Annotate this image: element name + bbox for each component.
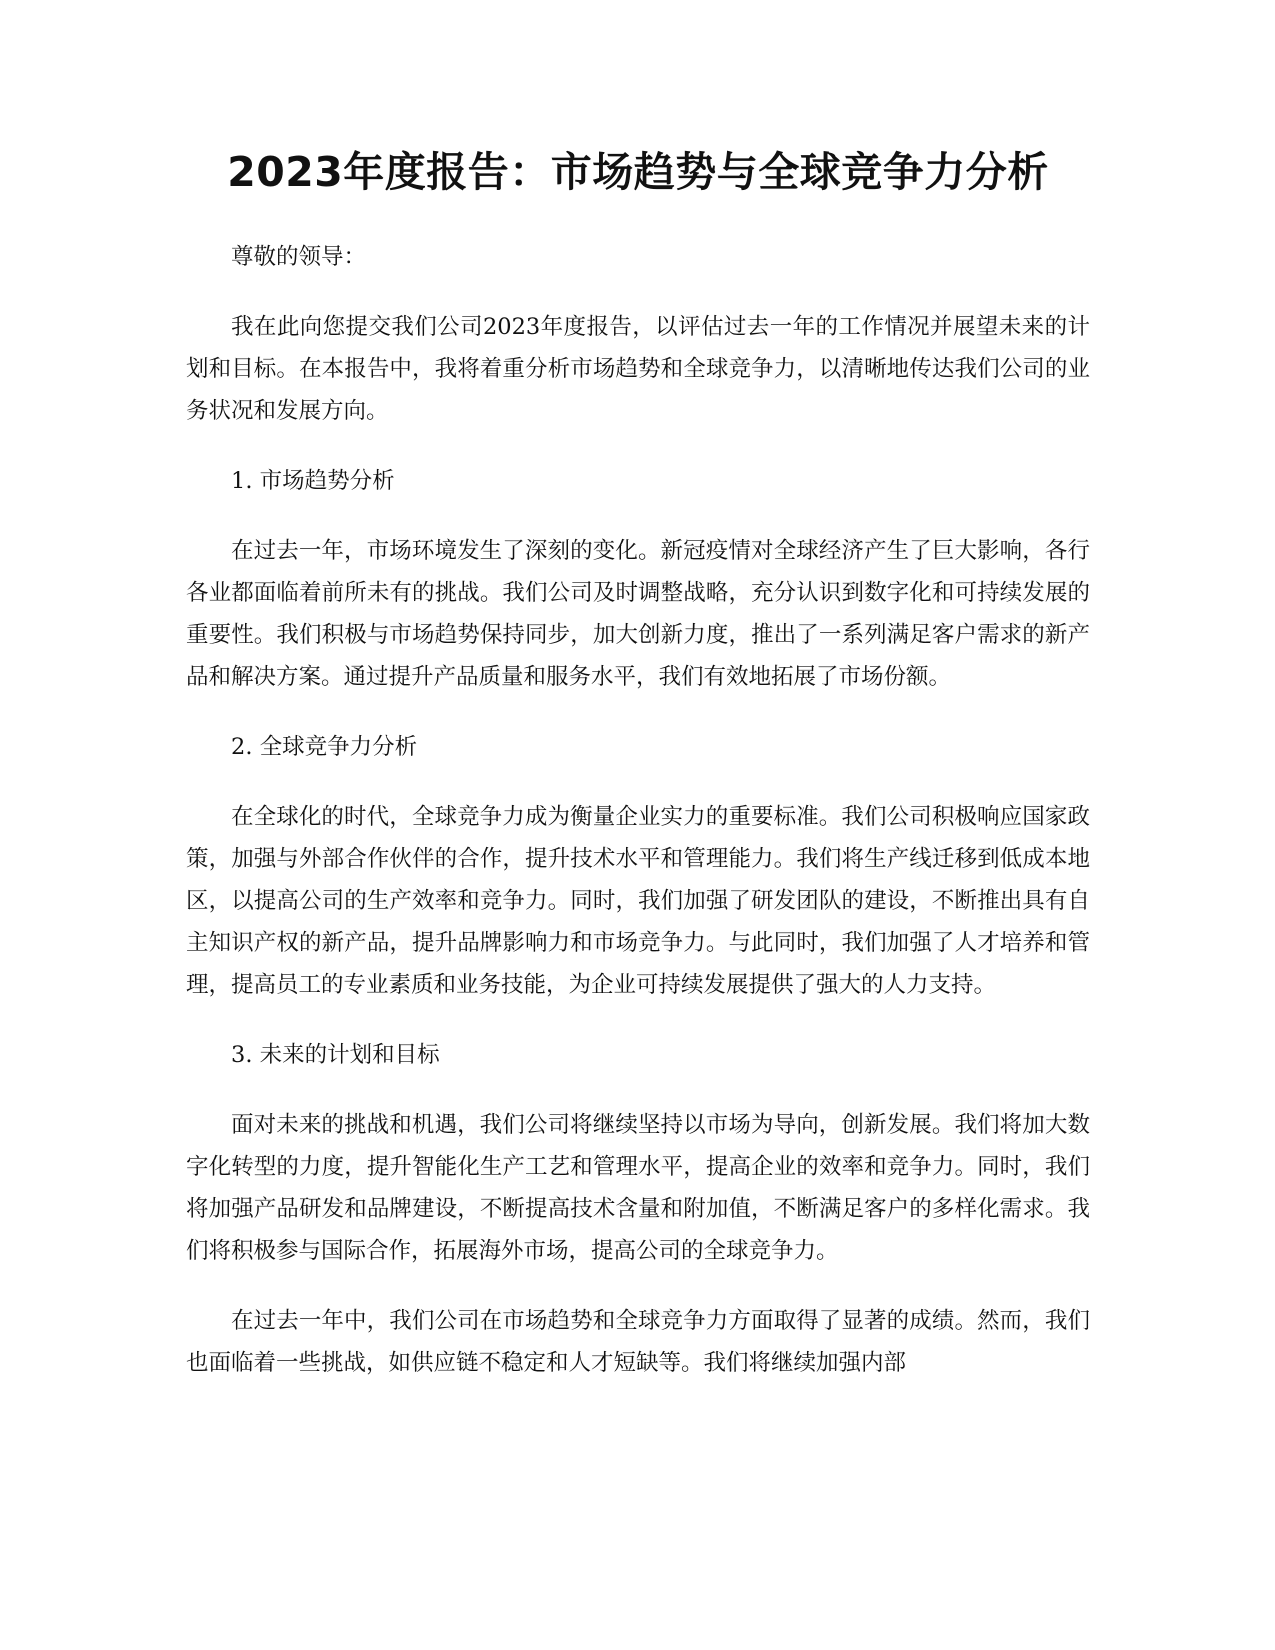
section-3-paragraph: 面对未来的挑战和机遇，我们公司将继续坚持以市场为导向，创新发展。我们将加大数字化转型的力度，提升智能化生产工艺和管理水平，提高企业的效率和竞争力。同时，我们将加强产品研发和品牌建设，不断提高技术含量和附加值，不断满足客户的多样化需求。我们将积极参与国际合作，拓展海外市场，提高公司的全球竞争力。 (186, 1112, 1090, 1264)
document-body (186, 140, 1090, 1412)
document-title: 2023年度报告：市场趋势与全球竞争力分析 (227, 148, 1049, 196)
section-1-heading: 1. 市场趋势分析 (231, 468, 395, 494)
section-1-paragraph: 在过去一年，市场环境发生了深刻的变化。新冠疫情对全球经济产生了巨大影响，各行各业都面临着前所未有的挑战。我们公司及时调整战略，充分认识到数字化和可持续发展的重要性。我们积极与市场趋势保持同步，加大创新力度，推出了一系列满足客户需求的新产品和解决方案。通过提升产品质量和服务水平，我们有效地拓展了市场份额。 (186, 538, 1090, 690)
closing-paragraph: 在过去一年中，我们公司在市场趋势和全球竞争力方面取得了显著的成绩。然而，我们也面临着一些挑战，如供应链不稳定和人才短缺等。我们将继续加强内部 (186, 1308, 1090, 1376)
intro-paragraph: 我在此向您提交我们公司2023年度报告，以评估过去一年的工作情况并展望未来的计划和目标。在本报告中，我将着重分析市场趋势和全球竞争力，以清晰地传达我们公司的业务状况和发展方向。 (186, 314, 1090, 424)
salutation: 尊敬的领导： (231, 244, 367, 270)
section-2-paragraph: 在全球化的时代，全球竞争力成为衡量企业实力的重要标准。我们公司积极响应国家政策，加强与外部合作伙伴的合作，提升技术水平和管理能力。我们将生产线迁移到低成本地区，以提高公司的生产效率和竞争力。同时，我们加强了研发团队的建设，不断推出具有自主知识产权的新产品，提升品牌影响力和市场竞争力。与此同时，我们加强了人才培养和管理，提高员工的专业素质和业务技能，为企业可持续发展提供了强大的人力支持。 (186, 804, 1090, 998)
section-2-heading: 2. 全球竞争力分析 (231, 734, 418, 760)
section-3-heading: 3. 未来的计划和目标 (231, 1042, 440, 1068)
